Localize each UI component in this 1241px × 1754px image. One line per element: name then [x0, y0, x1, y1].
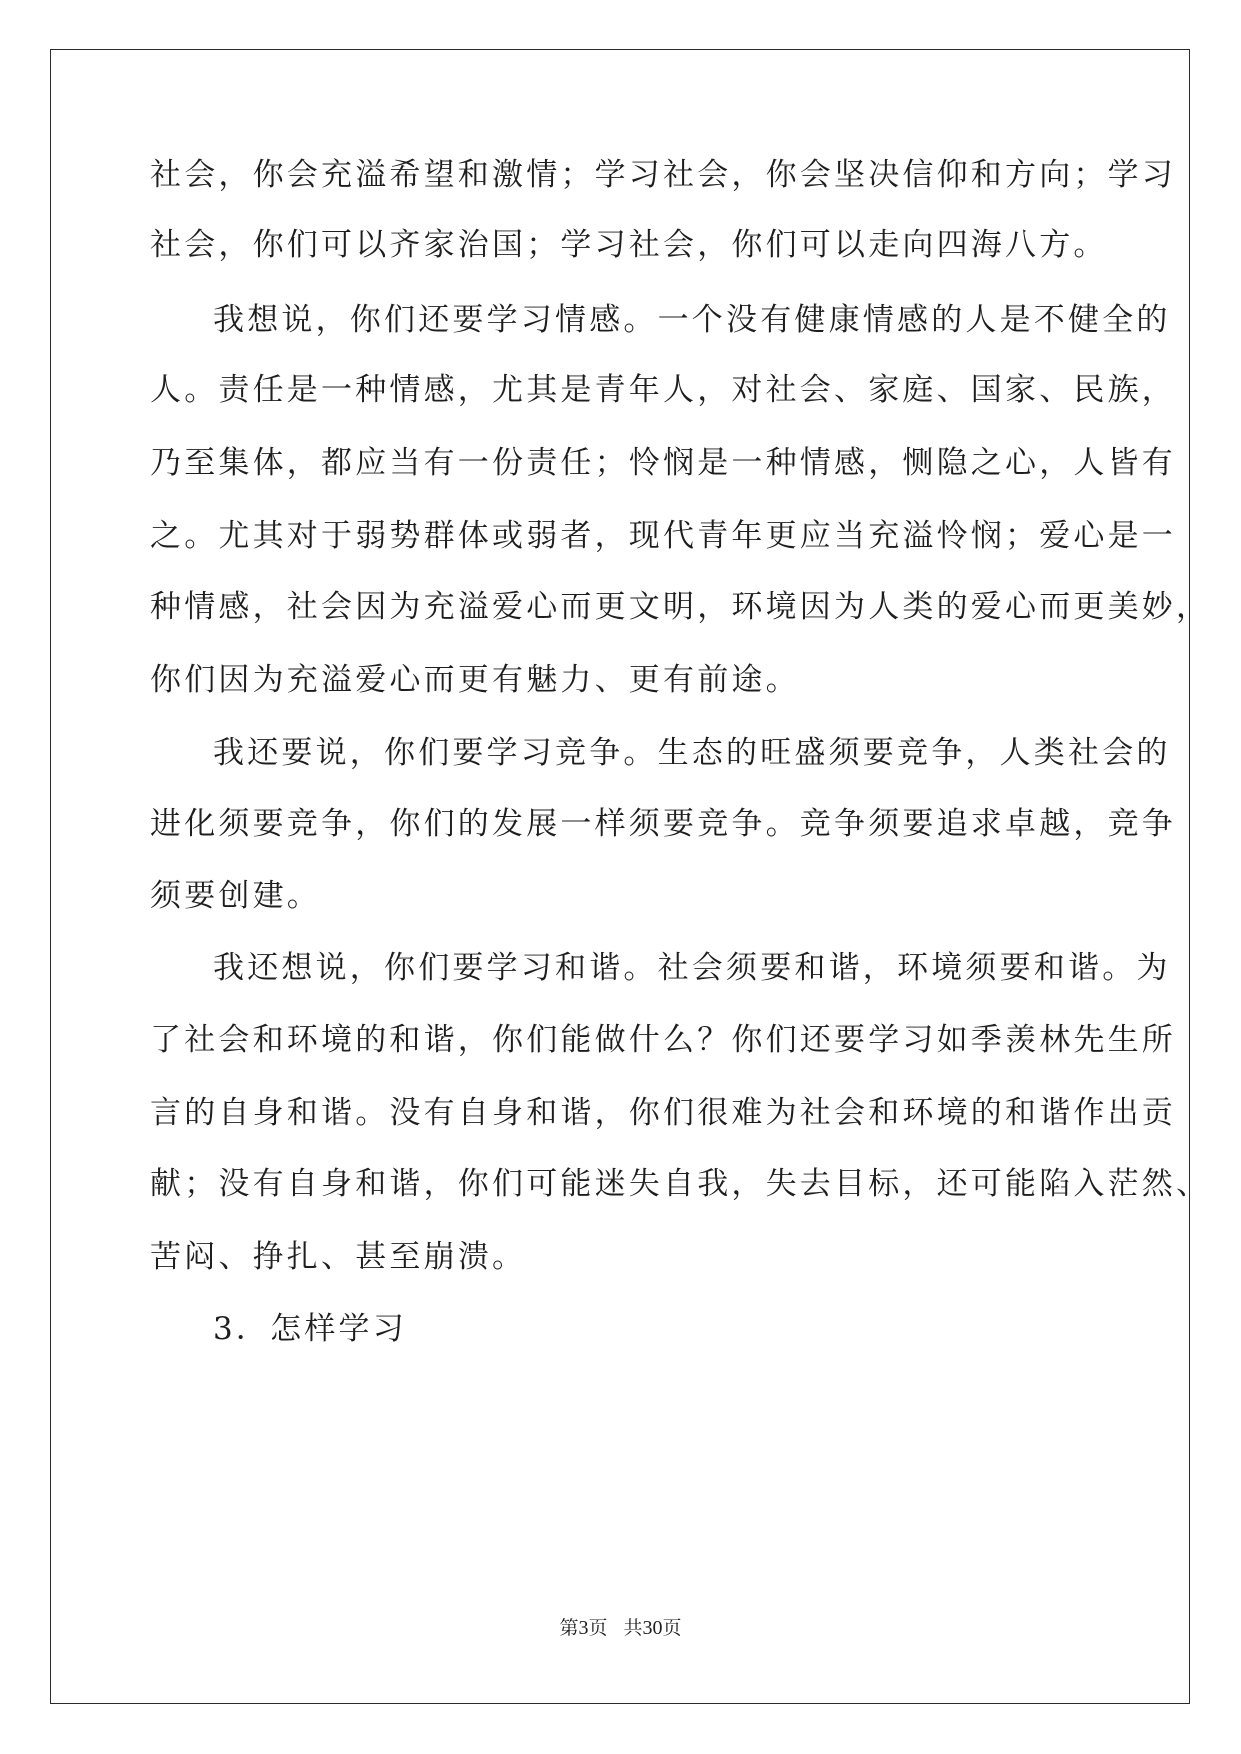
- page-number: 3: [578, 1617, 589, 1639]
- paragraph-start-line-3: 我想说，你们还要学习情感。一个没有健康情感的人是不健全的: [213, 302, 1171, 338]
- body-line-1: 社会，你会充溢希望和激情；学习社会，你会坚决信仰和方向；学习: [150, 157, 1176, 193]
- paragraph-start-line-9: 我还要说，你们要学习竞争。生态的旺盛须要竞争，人类社会的: [213, 735, 1171, 771]
- total-pages: 30: [642, 1617, 663, 1639]
- total-suffix: 页: [662, 1617, 682, 1639]
- page-footer: [0, 1616, 1241, 1640]
- total-prefix: 共: [623, 1617, 643, 1639]
- page-prefix: 第: [559, 1617, 579, 1639]
- body-line-7: 种情感，社会因为充溢爱心而更文明，环境因为人类的爱心而更美妙，: [150, 589, 1211, 625]
- page-suffix: 页: [588, 1617, 608, 1639]
- body-line-6: 之。尤其对于弱势群体或弱者，现代青年更应当充溢怜悯；爱心是一: [150, 518, 1176, 554]
- body-line-14: 言的自身和谐。没有自身和谐，你们很难为社会和环境的和谐作出贡: [150, 1095, 1176, 1131]
- body-line-15: 献；没有自身和谐，你们可能迷失自我，失去目标，还可能陷入茫然、: [150, 1166, 1211, 1202]
- body-line-8: 你们因为充溢爱心而更有魅力、更有前途。: [150, 662, 800, 698]
- body-line-4: 人。责任是一种情感，尤其是青年人，对社会、家庭、国家、民族，: [150, 372, 1176, 408]
- body-line-11: 须要创建。: [150, 878, 321, 914]
- body-line-10: 进化须要竞争，你们的发展一样须要竞争。竞争须要追求卓越，竞争: [150, 806, 1176, 842]
- paragraph-start-line-12: 我还想说，你们要学习和谐。社会须要和谐，环境须要和谐。为: [213, 950, 1171, 986]
- body-line-5: 乃至集体，都应当有一份责任；怜悯是一种情感，恻隐之心，人皆有: [150, 445, 1176, 481]
- section-heading: 3．怎样学习: [213, 1311, 407, 1347]
- body-line-2: 社会，你们可以齐家治国；学习社会，你们可以走向四海八方。: [150, 227, 1108, 263]
- body-line-13: 了社会和环境的和谐，你们能做什么？你们还要学习如季羡林先生所: [150, 1022, 1176, 1058]
- body-line-16: 苦闷、挣扎、甚至崩溃。: [150, 1239, 527, 1275]
